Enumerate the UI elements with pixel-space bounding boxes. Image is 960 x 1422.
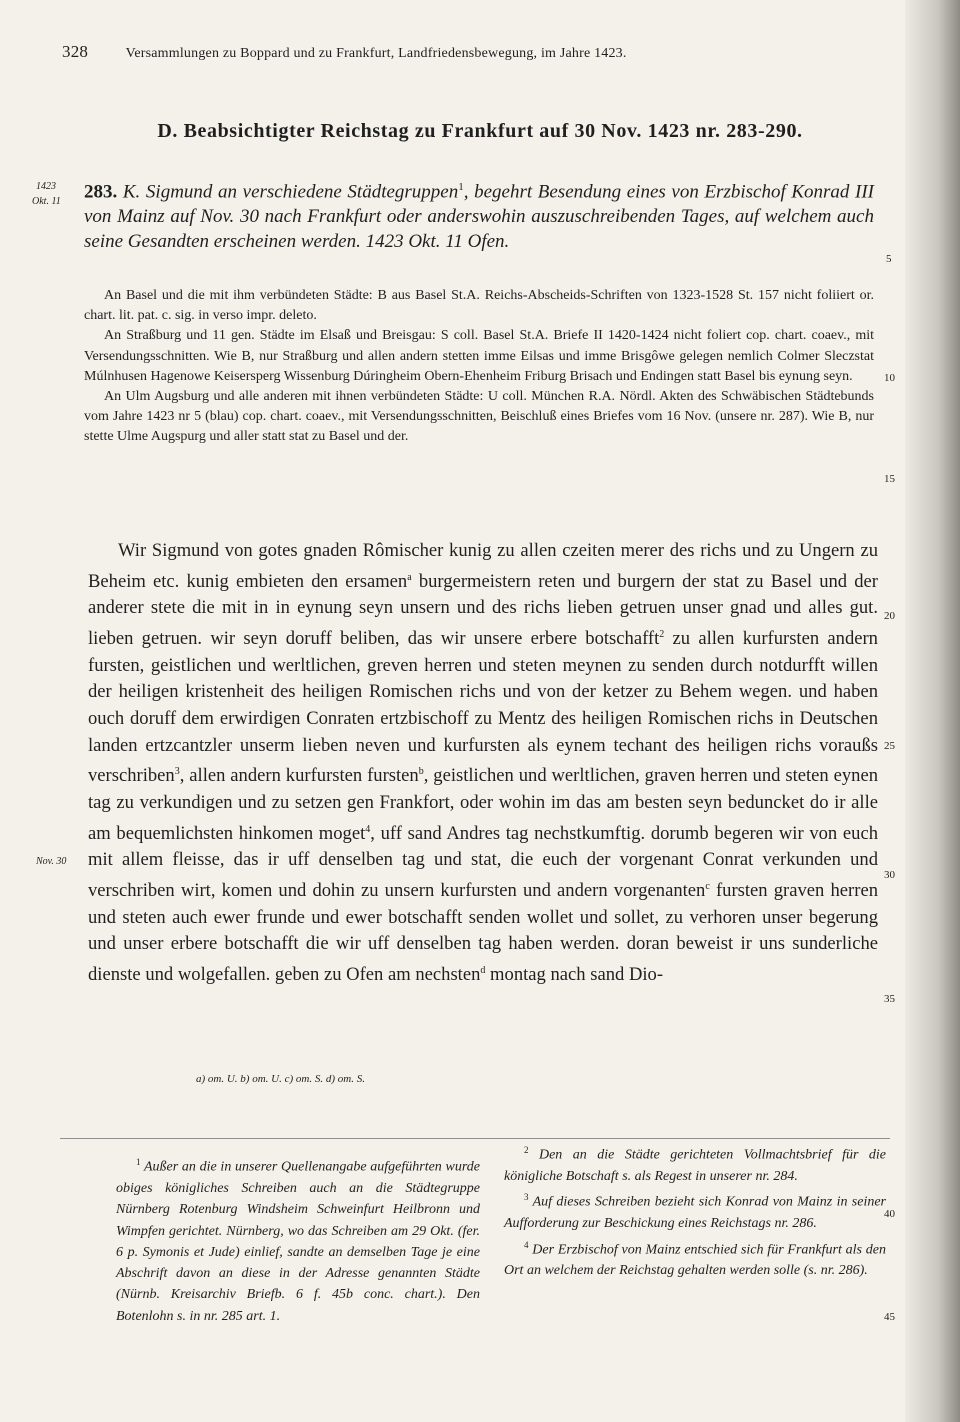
line-number: 25 [884, 740, 895, 752]
line-number: 10 [884, 372, 895, 384]
line-number: 15 [884, 473, 895, 485]
running-title: Versammlungen zu Boppard und zu Frankfurt, Landfriedensbewegung, im Jahre 1423. [125, 46, 627, 61]
footnote-number: 1 [136, 1157, 141, 1167]
running-header [62, 42, 822, 62]
source-note-ulm: An Ulm Augsburg und alle anderen mit ihnen verbündeten Städte: U coll. München R.A. Nördl. Akten des Schwäbischen Städtebunds vom Jahre 1423 nr 5 (blau) cop. chart. coaev., mit Versendungsschnitten, Beischluß eines Briefes vom 16 Nov. (unsere nr. 287). Wie B, nur stette Ulme Augspurg und aller statt stat zu Basel und der. [84, 389, 874, 445]
footnote-4: Der Erzbischof von Mainz entschied sich für Frankfurt als den Ort an welchem der Reichstag gehalten werden solle (s. nr. 286). [504, 1242, 886, 1279]
page-number: 328 [62, 42, 89, 61]
letter-part-5: , geistlichen und werltlichen, graven herren und steten eynen tag zu verkundigen und zu setzen gen Frankfort, oder wohin im das am besten seyn beduncket do ir alle am bequemlichsten hinkomen moget [88, 765, 878, 844]
variant-ref-a: a [407, 571, 412, 583]
letter-part-1: Wir Sigmund von gotes gnaden Rômischer kunig zu allen czeiten merer des richs und zu Ungern zu Beheim etc. kunig embieten den ersamen [88, 540, 878, 592]
text-variants: a) om. U. b) om. U. c) om. S. d) om. S. [196, 1073, 365, 1085]
regest-title-rest: , begehrt Besendung eines von Erzbischof Konrad III von Mainz auf Nov. 30 nach Frankfurt oder anderswohin auszuschreibenden Tages, auf welchem auch seine Gesandten erscheinen werden. 1423 Okt. 11 Ofen. [84, 181, 875, 253]
footnote-1: Außer an die in unserer Quellenangabe aufgeführten wurde obiges königliches Schreiben auch an die Städtegruppe Nürnberg Rotenburg Windsheim Schweinfurt Heilbronn und Wimpfen gerichtet. Nürnberg, wo das Schreiben am 29 Okt. (fer. 6 p. Symonis et Jude) einlief, sandte an demselben Tage je eine Abschrift davon an diese in der Adresse genannten Städte (Nürnb. Kreisarchiv Briefb. 6 f. 45b conc. chart.). Den Botenlohn s. in nr. 285 art. 1. [116, 1159, 480, 1324]
letter-part-3: zu allen kurfursten andern fursten, geistlichen und werltlichen, greven herren und steten meynen zu senden durch notdurfft willen der heiligen kristenheit des heiligen Romischen richs und von der ketzer zu Behem wegen. und haben ouch doruff dem erwirdigen Conraten ertzbischoff zu Mentz des heiligen Romischen richs in Deutschen landen ertzcantzler unserm lieben neven und kurfursten als eynem techant des heiligen richs voraußs verschriben [88, 628, 878, 787]
line-number: 5 [886, 253, 892, 265]
variant-ref-c: c [705, 880, 710, 892]
footnote-number: 4 [524, 1239, 529, 1250]
variant-ref-b: b [418, 766, 424, 778]
page-edge-shadow [905, 0, 960, 1422]
regest-title: K. Sigmund an verschiedene Städtegruppen [122, 181, 459, 203]
line-number: 45 [884, 1311, 895, 1323]
line-number: 35 [884, 993, 895, 1005]
footnote-ref-3: 3 [174, 766, 180, 778]
margin-date-nov30: Nov. 30 [36, 856, 67, 867]
line-number: 20 [884, 610, 895, 622]
line-number: 40 [884, 1208, 895, 1220]
footnote-3: Auf dieses Schreiben bezieht sich Konrad von Mainz in seiner Aufforderung zur Beschickung eines Reichstags nr. 286. [504, 1194, 887, 1232]
footnotes-left [116, 1152, 480, 1327]
footnote-divider [60, 1138, 890, 1139]
footnote-number: 2 [524, 1145, 529, 1155]
letter-part-4: , allen andern kurfursten fursten [179, 765, 419, 787]
footnote-ref-2: 2 [659, 628, 665, 640]
footnote-2: Den an die Städte gerichteten Vollmachtsbrief für die königliche Botschaft s. als Regest in unserer nr. 284. [504, 1147, 887, 1184]
margin-date-year: 1423 [36, 181, 56, 192]
source-note-basel: An Basel und die mit ihm verbündeten Städte: B aus Basel St.A. Reichs-Abscheids-Schriften von 1323-1528 St. 157 nicht foliiert or. chart. lit. pat. c. sig. in verso impr. deleto. [84, 288, 874, 324]
margin-date-day: Okt. 11 [32, 196, 61, 207]
letter-part-7: fursten graven herren und steten auch ewer frunde und ewer botschafft senden wollet und sollet, zu verhoren unser begerung und unser erbere botschafft die wir uff denselben tag haben werden. doran beweist ir uns sunderliche dienste und wolgefallen. geben zu Ofen am nechsten [88, 880, 878, 986]
line-number: 30 [884, 869, 895, 881]
section-title: D. Beabsichtigter Reichstag zu Frankfurt auf 30 Nov. 1423 nr. 283-290. [157, 120, 803, 142]
regest-heading [84, 175, 874, 254]
letter-part-8: montag nach sand Dio- [485, 964, 664, 986]
letter-part-2: burgermeistern reten und burgern der stat zu Basel und der anderer stete die mit in in eynung seyn unsern und des richs lieben getruen unser gnad und alles gut. lieben getruen. wir seyn doruff beliben, das wir unsere erbere botschafft [88, 570, 878, 650]
source-note-strassburg: An Straßburg und 11 gen. Städte im Elsaß und Breisgau: S coll. Basel St.A. Briefe II 1420-1424 nicht foliert cop. chart. coaev., mit Versendungsschnitten. Wie B, nur Straßburg und allen andern stetten imme Eilsas und imme Brisgôwe gelegen nemlich Colmer Sleczstat Múlnhusen Hagenowe Keisersperg Wissenburg Dúringheim Obern-Ehenheim Friburg Brisach und Endingen statt Basel bis eynung seyn. [84, 328, 874, 384]
footnotes-right [504, 1140, 886, 1282]
variant-ref-d: d [480, 964, 486, 976]
footnote-ref-4: 4 [365, 823, 371, 835]
source-notes [84, 286, 874, 448]
letter-part-6: , uff sand Andres tag nechstkumftig. dorumb begeren wir von euch mit allem fleisse, das ir uff denselben tag und stat, die euch der vorgenant Conrat verkunden und verschriben wirt, komen und dohin zu unsern kurfursten und andern vorgenanten [88, 822, 878, 902]
footnote-number: 3 [524, 1192, 529, 1203]
document-number: 283. [84, 181, 118, 203]
footnote-ref-1: 1 [458, 181, 464, 193]
letter-text [88, 538, 878, 989]
